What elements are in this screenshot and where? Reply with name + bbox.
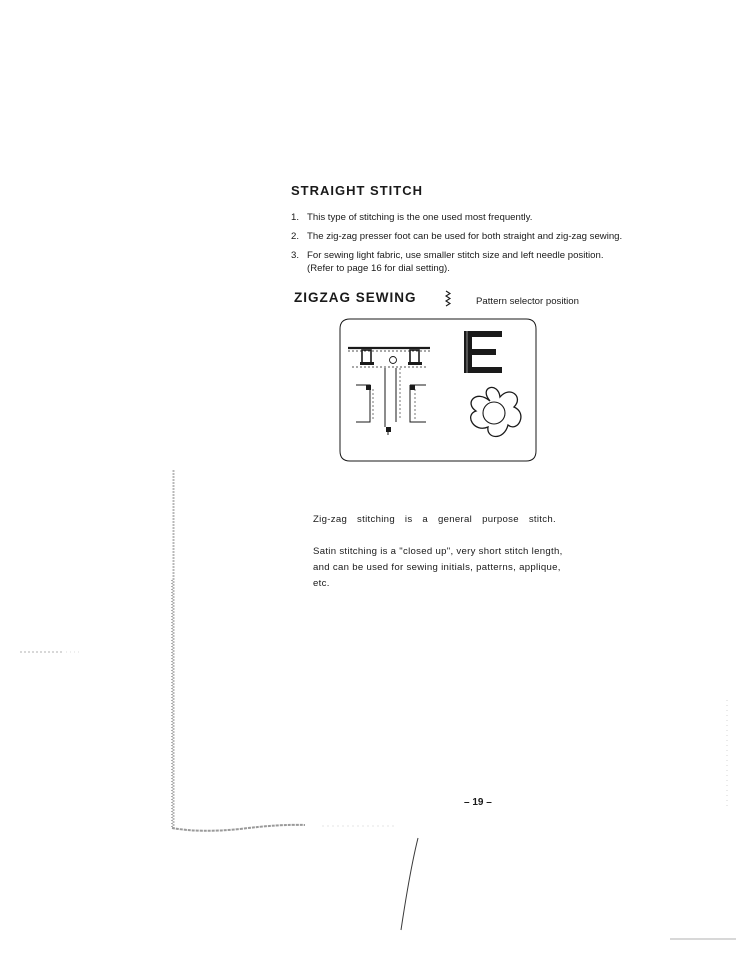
- step-text: This type of stitching is the one used most frequently.: [307, 212, 533, 223]
- list-item: [291, 249, 671, 275]
- zigzag-sewing-heading: ZIGZAG SEWING: [294, 290, 417, 305]
- straight-stitch-steps: [291, 211, 671, 281]
- presser-foot-icon: [348, 348, 430, 435]
- flower-satin-stitch-icon: [471, 387, 521, 436]
- step-subtext: (Refer to page 16 for dial setting).: [307, 263, 450, 274]
- page-number: – 19 –: [464, 797, 492, 808]
- step-number: 3.: [291, 250, 300, 261]
- step-text: For sewing light fabric, use smaller stitch size and left needle position.: [307, 250, 604, 261]
- step-number: 2.: [291, 231, 300, 242]
- zigzag-description-paragraph: Zig-zag stitching is a general purpose stitch.: [313, 514, 556, 525]
- straight-stitch-heading: STRAIGHT STITCH: [291, 183, 423, 198]
- list-item: [291, 211, 671, 224]
- pattern-selector-label: Pattern selector position: [476, 296, 579, 307]
- zigzag-illustration: [338, 315, 538, 465]
- step-text: The zig-zag presser foot can be used for both straight and zig-zag sewing.: [307, 231, 623, 242]
- letter-e-satin-stitch-icon: [464, 331, 502, 373]
- zigzag-stitch-icon: [443, 290, 453, 308]
- step-text-block: [307, 249, 671, 275]
- step-number: 1.: [291, 212, 300, 223]
- satin-stitch-description-paragraph: Satin stitching is a "closed up", very short stitch length, and can be used for sewing initials, patterns, applique, etc.: [313, 546, 563, 589]
- list-item: [291, 230, 671, 243]
